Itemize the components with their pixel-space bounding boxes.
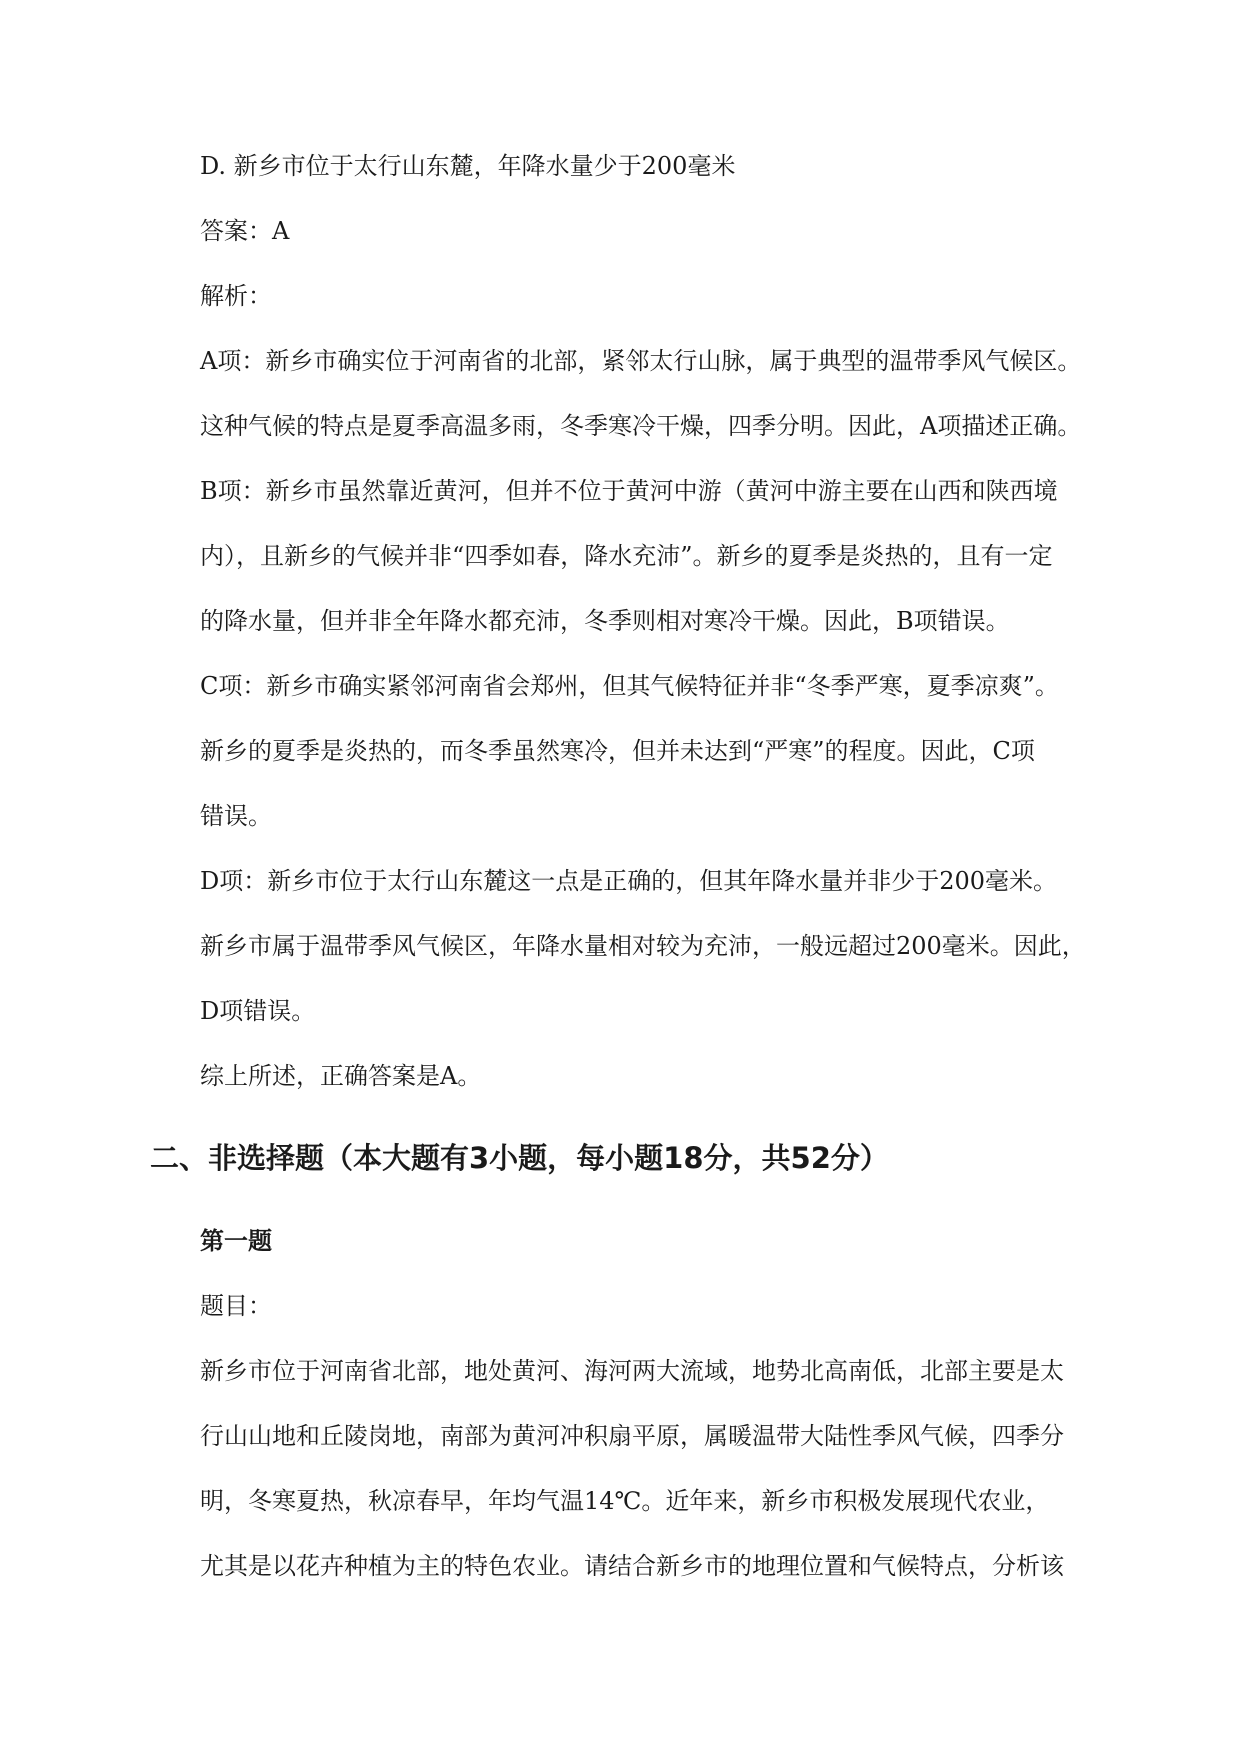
analysis-c-line-1: C项：新乡市确实紧邻河南省会郑州，但其气候特征并非“冬季严寒，夏季凉爽”。 (200, 672, 1059, 700)
analysis-c-line-3: 错误。 (200, 802, 272, 830)
section-heading: 二、非选择题（本大题有3小题，每小题18分，共52分） (150, 1141, 889, 1175)
question-1-line-4: 尤其是以花卉种植为主的特色农业。请结合新乡市的地理位置和气候特点，分析该 (200, 1552, 1064, 1580)
analysis-a-line-2: 这种气候的特点是夏季高温多雨，冬季寒冷干燥，四季分明。因此，A项描述正确。 (200, 412, 1082, 440)
question-1-title: 第一题 (200, 1227, 272, 1255)
analysis-b-line-2: 内），且新乡的气候并非“四季如春，降水充沛”。新乡的夏季是炎热的，且有一定 (200, 542, 1053, 570)
analysis-conclusion: 综上所述，正确答案是A。 (200, 1062, 482, 1090)
option-d: D. 新乡市位于太行山东麓，年降水量少于200毫米 (200, 152, 736, 180)
answer: 答案：A (200, 217, 290, 245)
question-1-line-1: 新乡市位于河南省北部，地处黄河、海河两大流域，地势北高南低，北部主要是太 (200, 1357, 1064, 1385)
analysis-d-line-3: D项错误。 (200, 997, 316, 1025)
question-1-line-3: 明，冬寒夏热，秋凉春早，年均气温14℃。近年来，新乡市积极发展现代农业， (200, 1487, 1050, 1515)
analysis-label: 解析： (200, 282, 272, 310)
analysis-c-line-2: 新乡的夏季是炎热的，而冬季虽然寒冷，但并未达到“严寒”的程度。因此，C项 (200, 737, 1035, 765)
analysis-d-line-2: 新乡市属于温带季风气候区，年降水量相对较为充沛，一般远超过200毫米。因此， (200, 932, 1086, 960)
analysis-b-line-3: 的降水量，但并非全年降水都充沛，冬季则相对寒冷干燥。因此，B项错误。 (200, 607, 1010, 635)
question-1-line-2: 行山山地和丘陵岗地，南部为黄河冲积扇平原，属暖温带大陆性季风气候，四季分 (200, 1422, 1064, 1450)
question-1-label: 题目： (200, 1292, 272, 1320)
analysis-d-line-1: D项：新乡市位于太行山东麓这一点是正确的，但其年降水量并非少于200毫米。 (200, 867, 1058, 895)
analysis-a-line-1: A项：新乡市确实位于河南省的北部，紧邻太行山脉，属于典型的温带季风气候区。 (200, 347, 1082, 375)
analysis-b-line-1: B项：新乡市虽然靠近黄河，但并不位于黄河中游（黄河中游主要在山西和陕西境 (200, 477, 1058, 505)
